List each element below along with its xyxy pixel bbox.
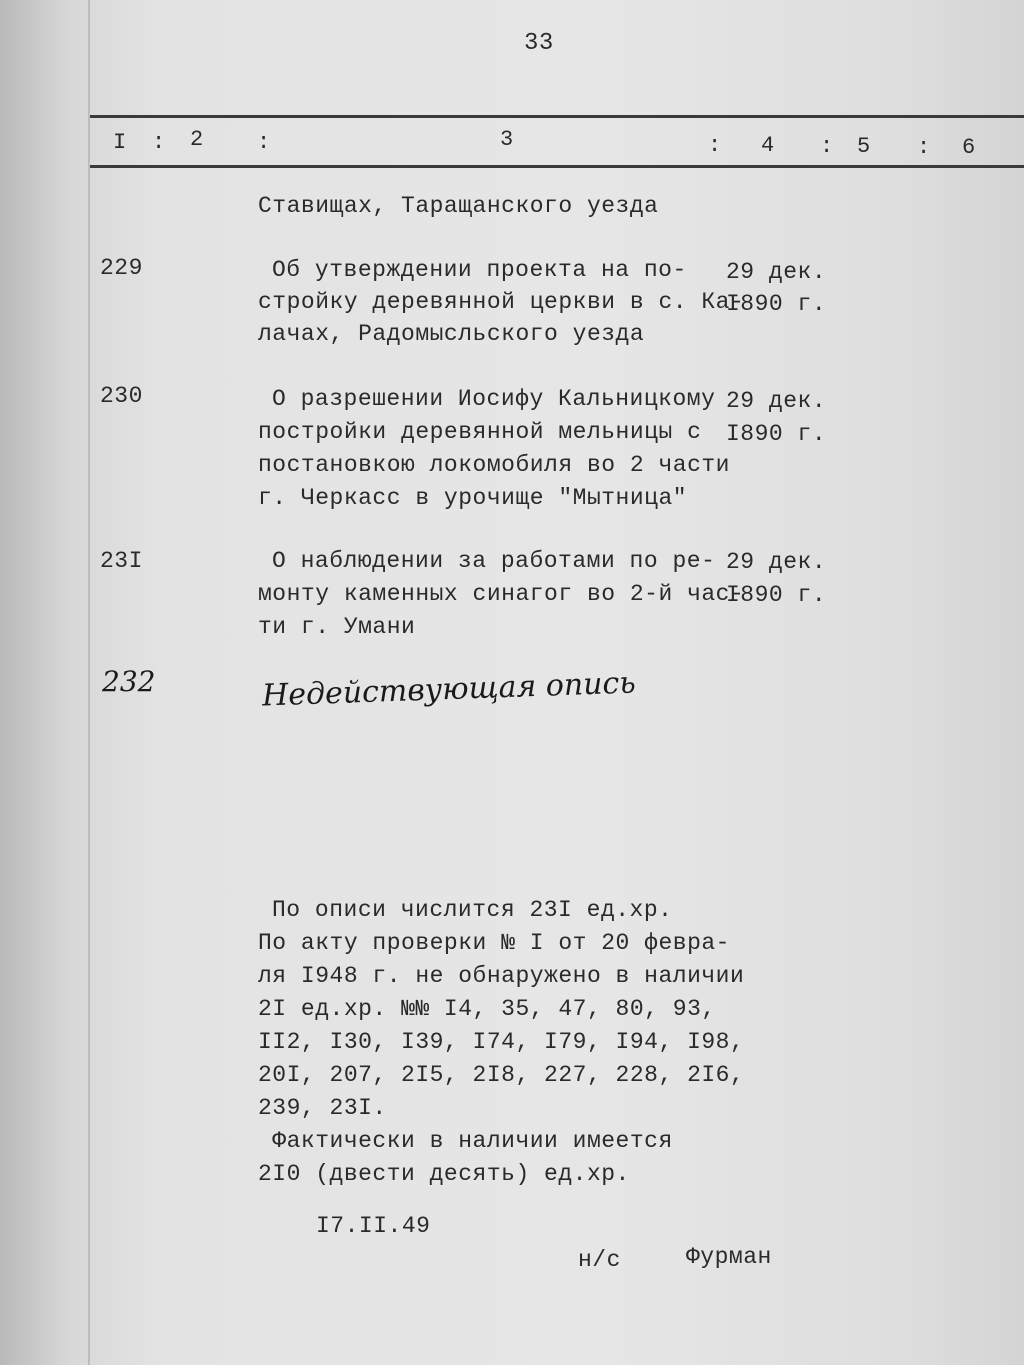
entry-number: 23I bbox=[100, 548, 143, 574]
signature-name: Фурман bbox=[686, 1244, 772, 1270]
summary-line: 2I ед.хр. №№ I4, 35, 47, 80, 93, bbox=[258, 996, 716, 1022]
column-number: 5 bbox=[857, 134, 871, 159]
continuation-line: Ставищах, Таращанского уезда bbox=[258, 193, 659, 219]
document-date: I7.II.49 bbox=[316, 1213, 431, 1239]
entry-text-line: г. Черкасс в урочище "Мытница" bbox=[258, 485, 688, 511]
entry-text-line: ти г. Умани bbox=[258, 614, 416, 640]
column-separator: : bbox=[820, 134, 834, 159]
column-separator: : bbox=[708, 133, 722, 158]
entry-number: 230 bbox=[100, 383, 143, 409]
page-edge bbox=[88, 0, 90, 1365]
summary-line: 2I0 (двести десять) ед.хр. bbox=[258, 1161, 630, 1187]
entry-text-line: лачах, Радомысльского уезда bbox=[258, 321, 645, 347]
entry-text-line: монту каменных синагог во 2-й час- bbox=[258, 581, 745, 607]
header-rule-top bbox=[90, 115, 1024, 118]
column-number: 3 bbox=[500, 127, 514, 152]
entry-date-line: 29 дек. bbox=[726, 259, 827, 285]
entry-text-line: постройки деревянной мельницы с bbox=[258, 419, 702, 445]
column-separator: : bbox=[152, 130, 166, 155]
summary-line: Фактически в наличии имеется bbox=[258, 1128, 673, 1154]
entry-text-line: О наблюдении за работами по ре- bbox=[272, 548, 716, 574]
entry-number: 229 bbox=[100, 255, 143, 281]
signature-role: н/с bbox=[578, 1247, 621, 1273]
entry-text-line: постановкою локомобиля во 2 части bbox=[258, 452, 730, 478]
entry-text-line: О разрешении Иосифу Кальницкому bbox=[272, 386, 716, 412]
summary-line: ля I948 г. не обнаружено в наличии bbox=[258, 963, 745, 989]
column-number: I bbox=[113, 130, 127, 155]
handwritten-note: Недействующая опись bbox=[261, 665, 637, 714]
entry-date-line: 29 дек. bbox=[726, 388, 827, 414]
summary-line: По акту проверки № I от 20 февра- bbox=[258, 930, 730, 956]
header-rule-bottom bbox=[90, 165, 1024, 168]
entry-date-line: I890 г. bbox=[726, 421, 827, 447]
entry-date-line: I890 г. bbox=[726, 582, 827, 608]
summary-line: 20I, 207, 2I5, 2I8, 227, 228, 2I6, bbox=[258, 1062, 745, 1088]
entry-text-line: стройку деревянной церкви в с. Ка- bbox=[258, 289, 745, 315]
summary-line: По описи числится 23I ед.хр. bbox=[272, 897, 673, 923]
column-number: 2 bbox=[190, 127, 204, 152]
column-number: 6 bbox=[962, 135, 976, 160]
entry-text-line: Об утверждении проекта на по- bbox=[272, 257, 687, 283]
summary-line: 239, 23I. bbox=[258, 1095, 387, 1121]
summary-line: II2, I30, I39, I74, I79, I94, I98, bbox=[258, 1029, 745, 1055]
column-separator: : bbox=[917, 135, 931, 160]
entry-date-line: I890 г. bbox=[726, 291, 827, 317]
column-separator: : bbox=[257, 130, 271, 155]
entry-date-line: 29 дек. bbox=[726, 549, 827, 575]
column-number: 4 bbox=[761, 133, 775, 158]
page-number: 33 bbox=[524, 30, 554, 57]
handwritten-number: 232 bbox=[102, 665, 156, 698]
